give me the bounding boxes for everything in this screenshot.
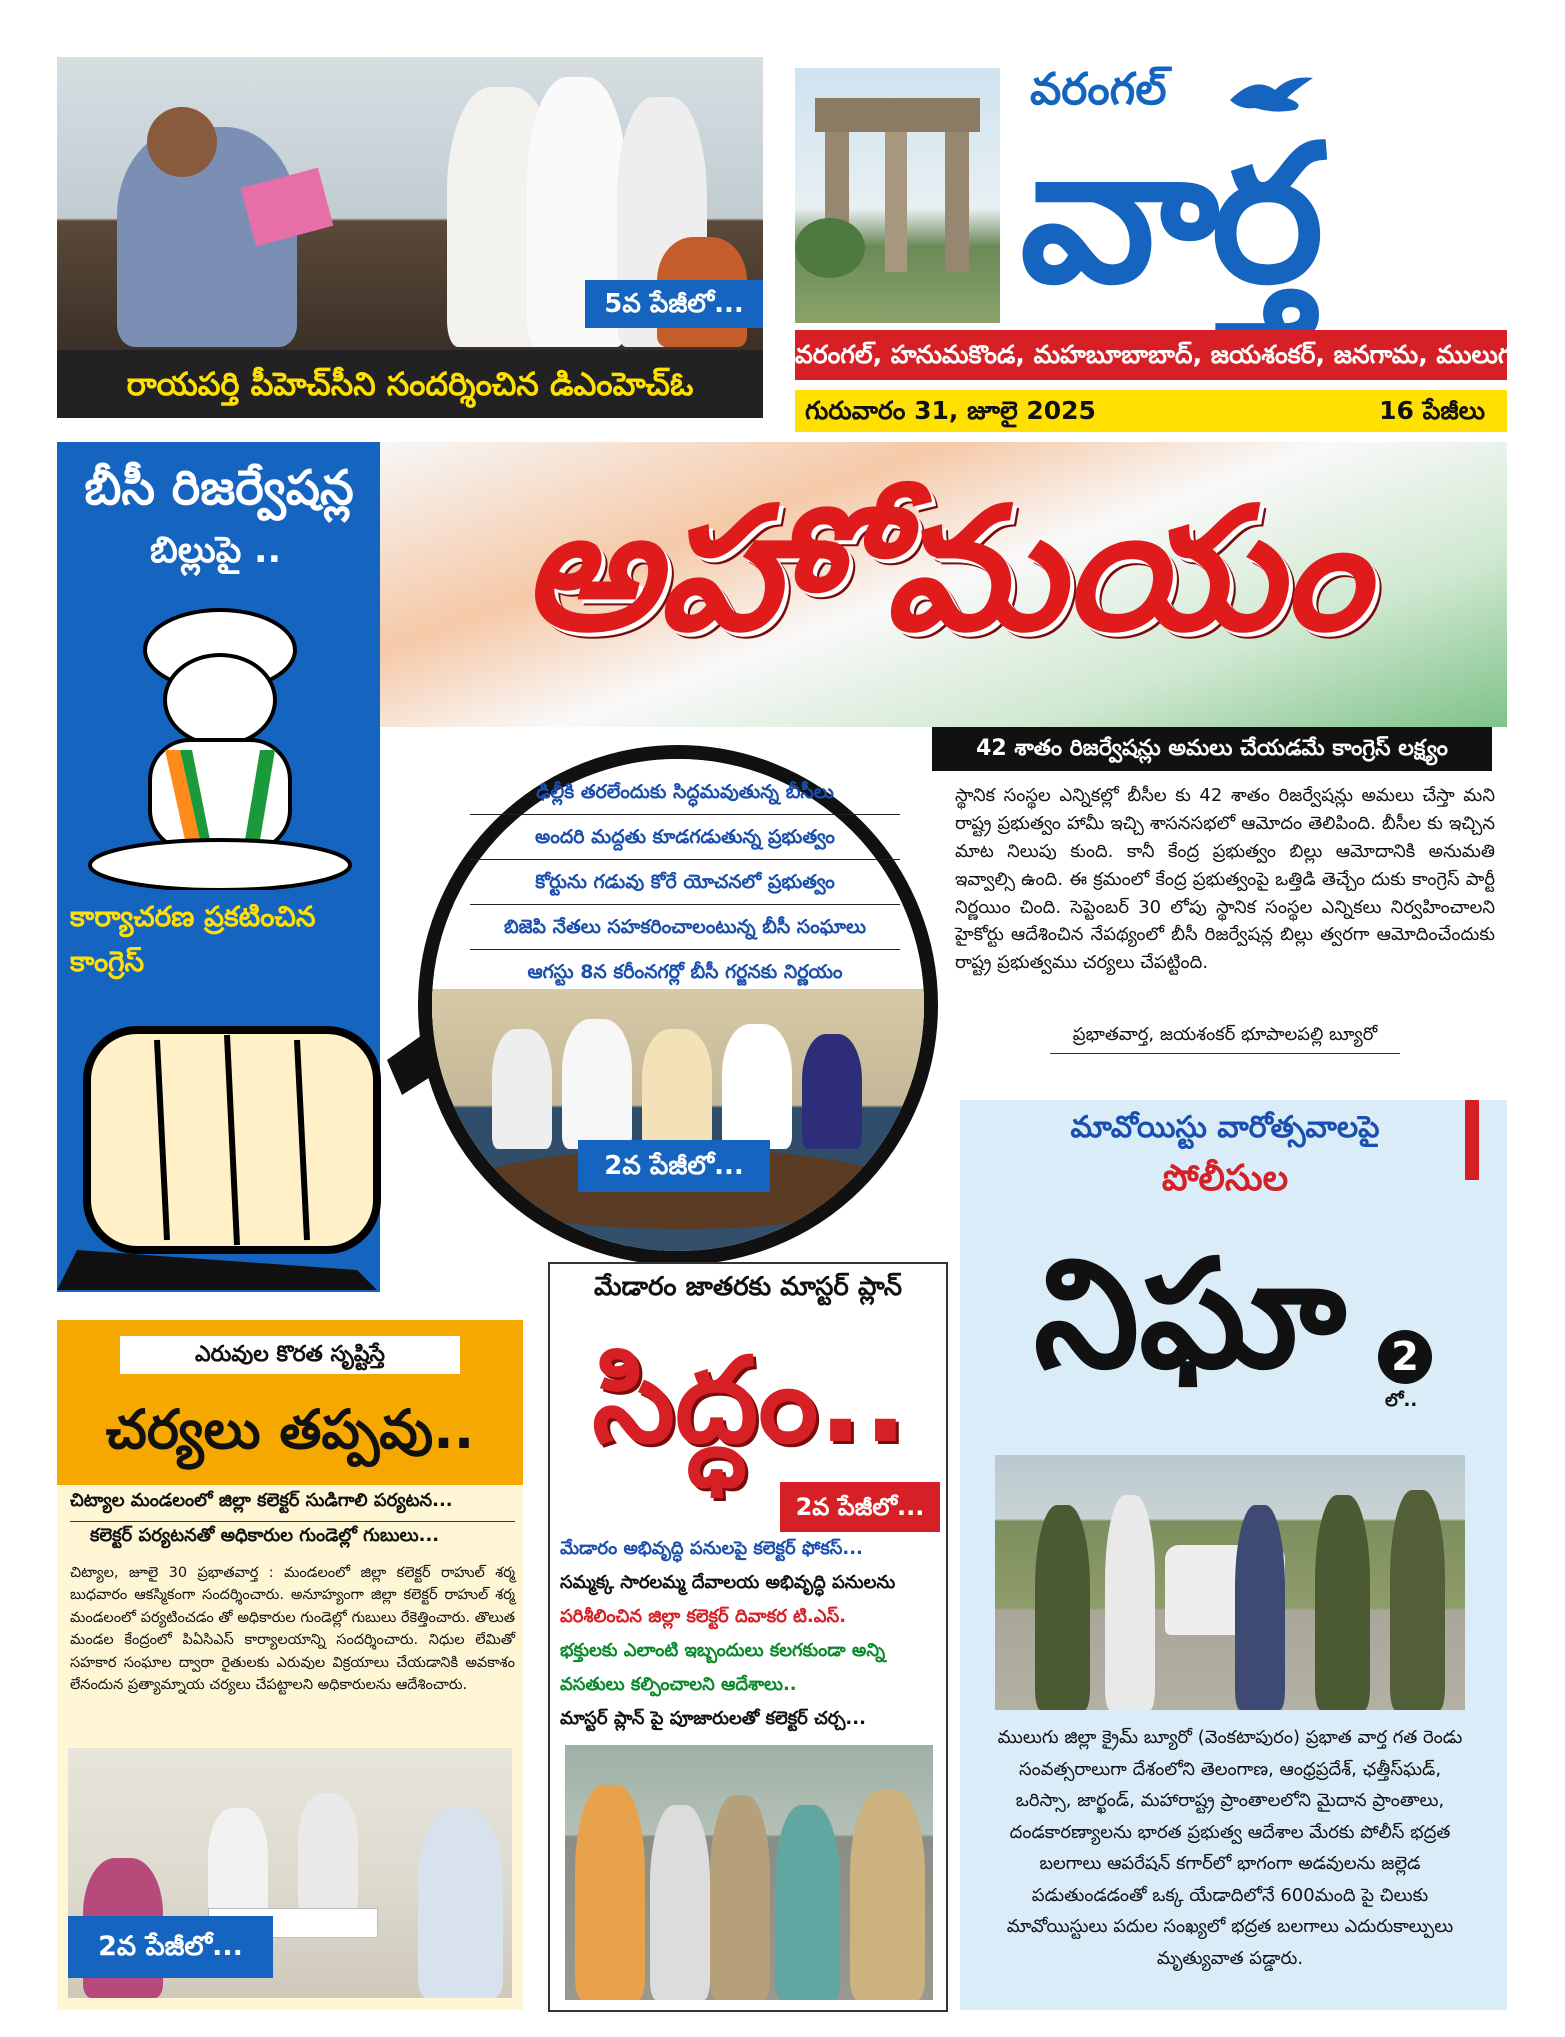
cartoon-figure bbox=[70, 590, 370, 890]
lead-page-tag[interactable]: 2వ పేజీలో... bbox=[578, 1140, 770, 1192]
fertilizer-photo bbox=[68, 1748, 512, 1998]
maoist-red-accent bbox=[1465, 1100, 1479, 1180]
maoist-kicker: మావోయిస్టు వారోత్సవాలపై bbox=[1070, 1110, 1380, 1145]
medaram-line-3: పరిశీలించిన జిల్లా కలెక్టర్ దివాకర టి.ఎస్. bbox=[560, 1606, 847, 1627]
lead-byline: ప్రభాతవార్త, జయశంకర్ భూపాలపల్లి బ్యూరో bbox=[1050, 1024, 1400, 1054]
medaram-line-5: వసతులు కల్పించాలని ఆదేశాలు.. bbox=[560, 1674, 797, 1695]
masthead-pages: 16 పేజీలు bbox=[1379, 396, 1485, 425]
masthead-name-main: వార్త bbox=[1020, 104, 1316, 325]
lead-subhead: 42 శాతం రిజర్వేషన్లు అమలు చేయడమే కాంగ్రెస్ లక్ష్యం bbox=[932, 727, 1492, 771]
lead-side-note-1: కార్యాచరణ ప్రకటించిన bbox=[70, 900, 316, 933]
maoist-page-ref-suffix: లో.. bbox=[1385, 1390, 1418, 1411]
fertilizer-body: చిట్యాల, జూలై 30 ప్రభాతవార్త : మండలంలో జిల్లా కలెక్టర్ రాహుల్ శర్మ బుధవారం ఆకస్మికంగా సందర్శించారు. అనూహ్యంగా జిల్లా కలెక్టర్ రాహుల్ శర్మ మండలంలో పర్యటించడం తో అధికారుల గుండెల్లో గుబులు రేకెత్తించారు. తొలుత మండల కేంద్రంలో పిఏసిఎస్ కార్యాలయాన్ని సందర్శించారు. నిధుల లేమితో సహకార సంఘాల ద్వారా రైతులకు ఎరువుల విక్రయాలు చేయడానికి అవకాశం లేనందున ప్రత్యామ్నాయ చర్యలు చేపట్టాలని అధికారులను ఆదేశించారు. bbox=[70, 1565, 515, 1694]
maoist-kicker-2: పోలీసుల bbox=[1161, 1158, 1289, 1199]
lead-bullet: ఆగస్టు 8న కరీంనగర్లో బీసీ గర్జనకు నిర్ణయం bbox=[527, 961, 843, 983]
maoist-photo bbox=[995, 1455, 1465, 1710]
masthead-date-bar bbox=[795, 390, 1507, 432]
lead-bullets bbox=[470, 770, 900, 1000]
masthead-name-top: వరంగల్ bbox=[1030, 64, 1167, 115]
maoist-headline: నిఘా bbox=[1033, 1228, 1347, 1402]
medaram-line-6: మాస్టర్ ప్లాన్ పై పూజారులతో కలెక్టర్ చర్చ... bbox=[560, 1708, 866, 1729]
lead-bullet: అందరి మద్దతు కూడగడుతున్న ప్రభుత్వం bbox=[470, 815, 900, 860]
lead-bullet: బిజెపి నేతలు సహకరించాలంటున్న బీసీ సంఘాలు bbox=[470, 905, 900, 950]
lead-kicker-1: బీసీ రిజర్వేషన్ల bbox=[84, 460, 354, 516]
maoist-page-ref: 2 bbox=[1391, 1334, 1419, 1380]
masthead-temple-photo bbox=[795, 68, 1000, 323]
maoist-page-ref-badge[interactable] bbox=[1378, 1330, 1432, 1384]
lead-bullet: కోర్టును గడువు కోరే యోచనలో ప్రభుత్వం bbox=[470, 860, 900, 905]
masthead-districts: వరంగల్, హనుమకొండ, మహబూబాబాద్, జయశంకర్, జనగామ, ములుగు bbox=[795, 330, 1507, 380]
fist-illustration bbox=[57, 1000, 457, 1290]
medaram-line-4: భక్తులకు ఎలాంటి ఇబ్బందులు కలగకుండా అన్ని bbox=[560, 1640, 886, 1661]
top-story-headline[interactable]: రాయపర్తి పీహెచ్‌సీని సందర్శించిన డిఎంహెచ్‌ఓ bbox=[57, 350, 763, 418]
lead-side-note-2: కాంగ్రెస్ bbox=[70, 945, 145, 978]
fertilizer-kicker: ఎరువుల కొరత సృష్టిస్తే bbox=[120, 1336, 460, 1374]
maoist-body: ములుగు జిల్లా క్రైమ్ బ్యూరో (వెంకటాపురం) ప్రభాత వార్త గత రెండు సంవత్సరాలుగా దేశంలోని తెలంగాణ, ఆంధ్రప్రదేశ్, ఛత్తీస్‌ఘడ్, ఒరిస్సా, జార్ఖండ్, మహారాష్ట్ర ప్రాంతాలలోని మైదాన ప్రాంతాలు, దండకారణ్యాలను భారత ప్రభుత్వ ఆదేశాల మేరకు పోలీస్ భద్రత బలగాలు ఆపరేషన్ కగార్‌లో భాగంగా అడవులను జల్లెడ పడుతుండడంతో ఒక్క యేడాదిలోనే 600మంది పై చిలుకు మావోయిస్టులు పదుల సంఖ్యలో భద్రత బలగాలు ఎదురుకాల్పులు మృత్యువాత పడ్డారు. bbox=[997, 1727, 1463, 1969]
medaram-headline: సిద్ధం.. bbox=[592, 1331, 908, 1469]
fertilizer-sub-1: చిట్యాల మండలంలో జిల్లా కలెక్టర్ సుడిగాలి పర్యటన... bbox=[70, 1490, 515, 1522]
lead-body-text: స్థానిక సంస్థల ఎన్నికల్లో బీసీల కు 42 శాతం రిజర్వేషన్లు అమలు చేస్తా మని రాష్ట్ర ప్రభుత్వం హామీ ఇచ్చి శాసనసభలో ఆమోదం తెలిపింది. బీసీల కు ఇచ్చిన మాట నిలుపు కుంది. కానీ కేంద్ర ప్రభుత్వం బిల్లు ఆమోదానికి అనుమతి ఇవ్వాల్సి ఉంది. ఈ క్రమంలో కేంద్ర ప్రభుత్వంపై ఒత్తిడి తెచ్చేం దుకు కాంగ్రెస్ పార్టీ నిర్ణయిం చింది. సెప్టెంబర్ 30 లోపు స్థానిక సంస్థల ఎన్నికలు నిర్వహించాలని హైకోర్టు ఆదేశించిన నేపథ్యంలో బీసీ రిజర్వేషన్ల బిల్లు త్వరగా ఆమోదించేందుకు రాష్ట్ర ప్రభుత్వము చర్యలు చేపట్టింది. bbox=[955, 785, 1495, 974]
top-story-photo bbox=[57, 57, 763, 350]
masthead-date: గురువారం 31, జూలై 2025 bbox=[805, 396, 1096, 425]
meeting-photo bbox=[432, 989, 924, 1265]
lead-bullet: ఢిల్లీకి తరలేందుకు సిద్ధమవుతున్న బీసీలు bbox=[470, 770, 900, 815]
lead-kicker-2: బిల్లుపై .. bbox=[150, 530, 282, 571]
medaram-page-tag[interactable]: 2వ పేజీలో... bbox=[780, 1482, 940, 1532]
fertilizer-page-tag[interactable]: 2వ పేజీలో... bbox=[68, 1916, 273, 1978]
medaram-kicker: మేడారం జాతరకు మాస్టర్ ప్లాన్ bbox=[593, 1272, 903, 1302]
fertilizer-sub-2: కలెక్టర్ పర్యటనతో అధికారుల గుండెల్లో గుబులు... bbox=[90, 1525, 440, 1546]
top-story-page-tag[interactable]: 5వ పేజీలో... bbox=[585, 280, 763, 328]
fertilizer-headline: చర్యలు తప్పవు.. bbox=[105, 1398, 475, 1461]
medaram-photo bbox=[565, 1745, 933, 2000]
medaram-line-2: సమ్మక్క సారలమ్మ దేవాలయ అభివృద్ధి పనులను bbox=[560, 1572, 896, 1593]
lead-banner-headline: అహోమయం bbox=[521, 471, 1369, 669]
medaram-line-1: మేడారం అభివృద్ధి పనులపై కలెక్టర్ ఫోకస్... bbox=[560, 1538, 863, 1559]
